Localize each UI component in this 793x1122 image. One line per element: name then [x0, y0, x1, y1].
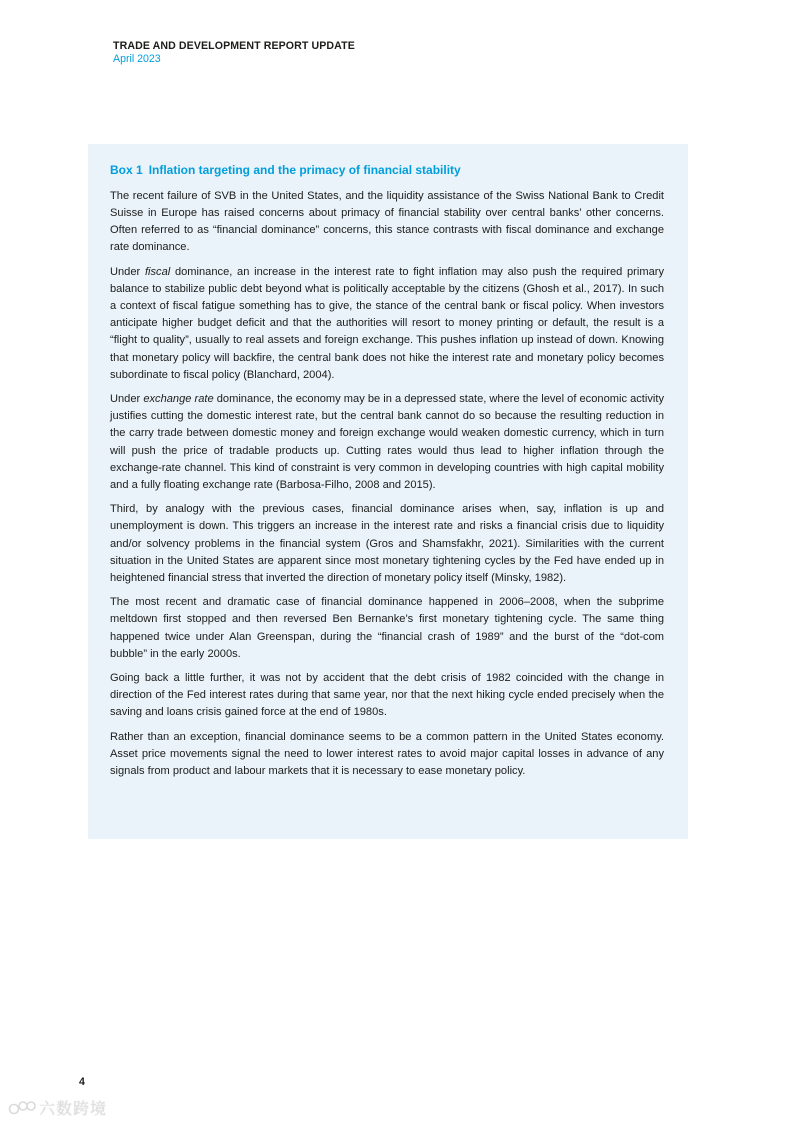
paragraph-conclusion: Rather than an exception, financial dominance seems to be a common pattern in the United States economy. Asset price movements signal the need to lower interest rates to avoid major capital losses in advance of any signals from product and labour markets that it is necessary to ease monetary policy. [110, 730, 664, 777]
report-title: TRADE AND DEVELOPMENT REPORT UPDATE [113, 40, 355, 52]
box-title-text: Inflation targeting and the primacy of financial stability [148, 163, 461, 177]
report-date: April 2023 [113, 53, 161, 65]
paragraph-svb-failure: The recent failure of SVB in the United States, and the liquidity assistance of the Swiss National Bank to Credit Suisse in Europe has raised concerns about primacy of financial stability over central banks’ other concerns. Often referred to as “financial dominance” concerns, this stance contrasts with fiscal dominance and exchange rate dominance. [110, 190, 664, 254]
paragraph-debt-crisis-1982: Going back a little further, it was not by accident that the debt crisis of 1982 coincided with the change in direction of the Fed interest rates during that same year, nor that the next hiking cycle ended precisely when the saving and loans crisis gained force at the end of 1980s. [110, 672, 664, 719]
paragraph-exchange-rest: dominance, the economy may be in a depressed state, where the level of economic activity justifies cutting the domestic interest rate, but the central bank cannot do so because the resulting reduction in the carry trade between domestic money and foreign exchange would weaken domestic currency, which in turn will push the price of tradable products up. Cutting rates would thus lead to higher inflation through the exchange-rate channel. This kind of constraint is very common in developing countries with high capital mobility and a fully floating exchange rate (Barbosa-Filho, 2008 and 2015). [110, 393, 664, 491]
paragraph-fiscal-rest: dominance, an increase in the interest rate to fight inflation may also push the required primary balance to stabilize public debt beyond what is politically acceptable by the citizens (Ghosh et al., 2017). In such a context of fiscal fatigue something has to give, the stance of the central bank or fiscal policy. When investors anticipate higher budget deficit and that the authorities will resort to money printing or default, the result is a “flight to quality”, usually to real assets and foreign exchange. This pushes inflation up instead of down. Knowing that monetary policy will backfire, the central bank does not hike the interest rate and monetary policy becomes subordinate to fiscal policy (Blanchard, 2004). [110, 265, 664, 381]
box-1 [88, 144, 688, 839]
paragraph-exchange-prefix: Under [110, 393, 144, 406]
paragraph-financial-dominance: Third, by analogy with the previous cases, financial dominance arises when, say, inflation is up and unemployment is down. This triggers an increase in the interest rate and risks a financial crisis due to liquidity and/or solvency problems in the financial system (Gros and Shamsfakhr, 2021). Similarities with the current situation in the United States are apparent since most monetary tightening cycles by the Fed have ended up in heightened financial stress that inverted the direction of monetary policy itself (Minsky, 1982). [110, 503, 664, 584]
ksbao-logo-icon [8, 1099, 36, 1117]
box-number: Box 1 [110, 163, 143, 177]
paragraph-fiscal-emphasis: fiscal [144, 265, 171, 278]
box-title [110, 162, 664, 178]
paragraph-fiscal-dominance [110, 264, 664, 384]
watermark [8, 1096, 107, 1119]
paragraph-subprime-case: The most recent and dramatic case of financial dominance happened in 2006–2008, when the subprime meltdown first stopped and then reversed Ben Bernanke’s first monetary tightening cycle. The same thing happened twice under Alan Greenspan, during the “financial crash of 1989” and the burst of the “dot-com bubble” in the early 2000s. [110, 596, 664, 660]
report-header [113, 40, 355, 66]
paragraph-exchange-rate-dominance [110, 391, 664, 494]
watermark-text: 六数跨境 [39, 1099, 108, 1118]
paragraph-fiscal-prefix: Under [110, 265, 145, 278]
paragraph-exchange-emphasis: exchange rate [143, 393, 214, 406]
page-number: 4 [79, 1076, 85, 1088]
